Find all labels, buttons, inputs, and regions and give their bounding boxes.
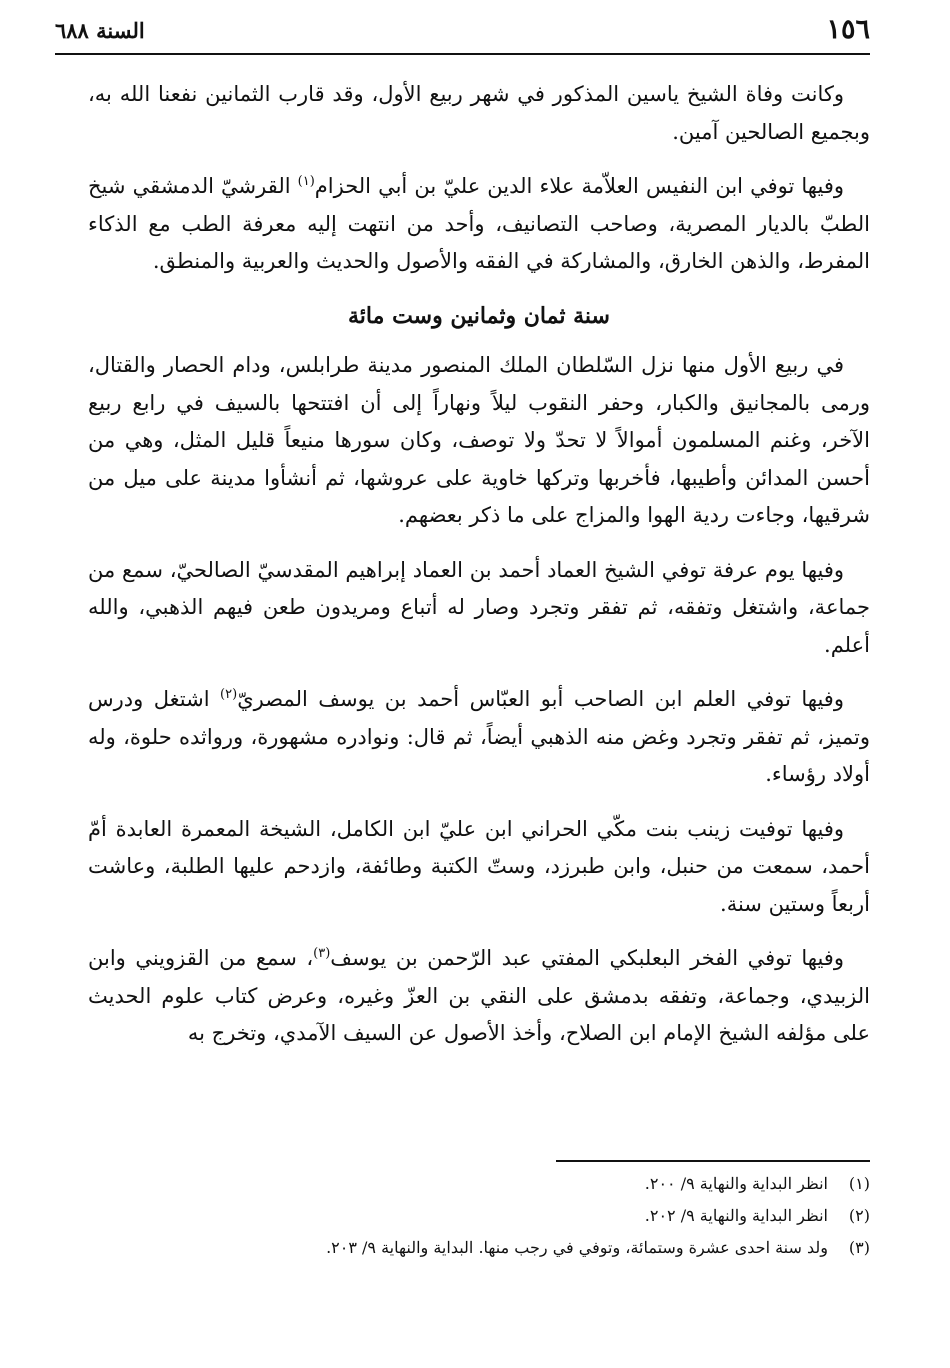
section-heading-year-688: سنة ثمان وثمانين وست مائة (348, 302, 610, 329)
footnote-2 (88, 1200, 870, 1232)
paragraph-fakhr-baalbaki: وفيها توفي الفخر البعلبكي المفتي عبد الرّحمن بن يوسف$^{(٣)}$، سمع من القزويني وابن الزبيدي، وجماعة، وتفقه بدمشق على النقي بن العزّ وغيره، وعرض كتاب علوم الحديث على مؤلفه الشيخ الإمام ابن الصلاح، وأخذ الأصول عن السيف الآمدي، وتخرج به (88, 946, 870, 1045)
header-divider (55, 53, 870, 55)
paragraph-imad-ahmad: وفيها يوم عرفة توفي الشيخ العماد أحمد بن العماد إبراهيم المقدسيّ الصالحيّ، سمع من جماعة، واشتغل وتفقه، ثم تفقر وتجرد وصار له أتباع ومريدون طعن فيهم الذهبي، والله أعلم. (88, 557, 870, 657)
footnote-ref-1[interactable]: (١) (297, 174, 315, 189)
paragraph-ibn-alnafis: وفيها توفي ابن النفيس العلاّمة علاء الدين عليّ بن أبي الحزام$^{(١)}$ القرشيّ الدمشقي شيخ الطبّ بالديار المصرية، وصاحب التصانيف، وأحد من انتهت إليه معرفة الطب مع الذكاء المفرط، والذهن الخارق، والمشاركة في الفقه والأصول والحديث والعربية والمنطق. (88, 174, 870, 273)
footnote-divider (556, 1160, 870, 1162)
footnotes (88, 1168, 870, 1264)
footnote-ref-2[interactable]: (٢) (220, 687, 238, 702)
page-number: ١٥٦ (826, 14, 870, 45)
paragraph-tripoli-conquest: في ربيع الأول منها نزل السّلطان الملك المنصور مدينة طرابلس، ودام الحصار والقتال، ورمى بالمجانيق والكبار، وحفر النقوب ليلاً ونهاراً إلى أن افتتحها بالسيف في رابع ربيع الآخر، وغنم المسلمون أموالاً لا تحدّ ولا توصف، وكان سورها منيعاً قليل المثل، وهي من أحسن المدائن وأطيبها، فأخربها وتركها خاوية على عروشها، ثم أنشأوا مدينة على ميل من شرقيها، وجاءت ردية الهوا والمزاج على ما ذكر بعضهم. (88, 353, 870, 527)
footnote-number: (٢) (848, 1206, 870, 1225)
footnote-text: انظر البداية والنهاية ٩/ ٢٠٢. (644, 1206, 828, 1225)
footnote-number: (٣) (848, 1238, 870, 1257)
footnote-1 (88, 1168, 870, 1200)
paragraph-yasin-death: وكانت وفاة الشيخ ياسين المذكور في شهر ربيع الأول، وقد قارب الثمانين نفعنا الله به، وبجميع الصالحين آمين. (88, 82, 870, 144)
footnote-ref-3[interactable]: (٣) (313, 946, 331, 961)
footnote-text: ولد سنة احدى عشرة وستمائة، وتوفي في رجب منها. البداية والنهاية ٩/ ٢٠٣. (326, 1238, 828, 1257)
paragraph-zaynab-bint-makki: وفيها توفيت زينب بنت مكّي الحراني ابن عليّ ابن الكامل، الشيخة المعمرة العابدة أمّ أحمد، سمعت من حنبل، وابن طبرزد، وستّ الكتبة وطائفة، وازدحم عليها الطلبة، وعاشت أربعاً وستين سنة. (88, 816, 870, 916)
main-text (88, 76, 870, 1070)
paragraph-alam-ibn-alsahib: وفيها توفي العلم ابن الصاحب أبو العبّاس أحمد بن يوسف المصريّ$^{(٢)}$ اشتغل ودرس وتميز، ثم تفقر وتجرد وغض منه الذهبي أيضاً، ثم قال: ونوادره مشهورة، ورواثده حلوة، وله أولاد رؤساء. (88, 687, 870, 786)
running-title: السنة ٦٨٨ (55, 18, 145, 43)
footnote-3 (88, 1232, 870, 1264)
footnote-text: انظر البداية والنهاية ٩/ ٢٠٠. (644, 1174, 828, 1193)
footnote-number: (١) (848, 1174, 870, 1193)
page-header (55, 14, 870, 50)
